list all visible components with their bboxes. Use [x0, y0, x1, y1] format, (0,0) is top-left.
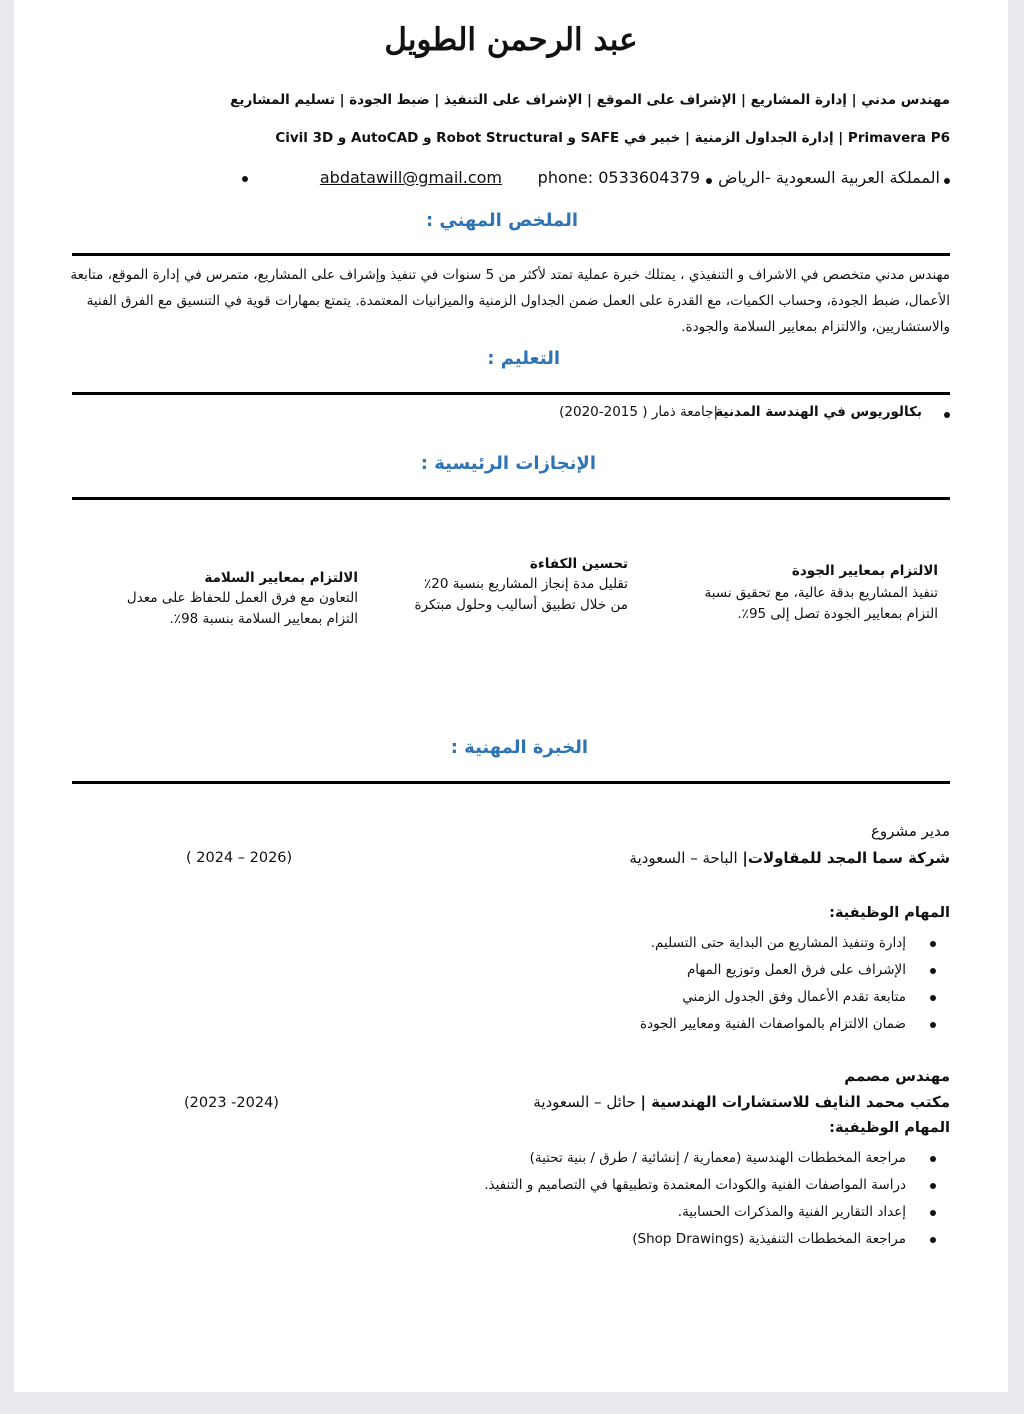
headline-secondary: Primavera P6 | إدارة الجداول الزمنية | خبير في SAFE و Robot Structural و AutoCAD و Civil 3D — [275, 130, 950, 146]
university-text: |جامعة ذمار ( 2015-2020) — [559, 404, 718, 420]
achievements-title: الإنجازات الرئيسية : — [420, 453, 596, 474]
bullet-dot — [930, 1022, 936, 1028]
bullet-dot — [930, 941, 936, 947]
phone-text: phone: 0533604379 — [537, 168, 700, 187]
achievement-text: التعاون مع فرق العمل للحفاظ على معدل التزام بمعايير السلامة بنسبة 98٪. — [126, 590, 358, 627]
summary-title: الملخص المهني : — [425, 210, 578, 231]
achievement-title: الالتزام بمعايير الجودة — [791, 563, 938, 579]
section-divider — [72, 781, 950, 784]
bullet-dot — [930, 1183, 936, 1189]
experience-title: الخبرة المهنية : — [450, 737, 588, 758]
list-item: مراجعة المخططات الهندسية (معمارية / إنشائية / طرق / بنية تحتية) — [242, 1145, 942, 1172]
task-list — [242, 1145, 942, 1253]
job-dates: ( 2024 – 2026) — [186, 850, 293, 866]
list-item: متابعة تقدم الأعمال وفق الجدول الزمني — [242, 984, 942, 1011]
education-entry — [70, 404, 950, 428]
list-item: دراسة المواصفات الفنية والكودات المعتمدة وتطبيقها في التصاميم و التنفيذ. — [242, 1172, 942, 1199]
achievement-text: تقليل مدة إنجاز المشاريع بنسبة 20٪ من خلال تطبيق أساليب وحلول مبتكرة — [414, 576, 628, 613]
job-dates: (2023 -2024) — [184, 1095, 279, 1111]
section-divider — [72, 497, 950, 500]
achievement-text: تنفيذ المشاريع بدقة عالية، مع تحقيق نسبة التزام بمعايير الجودة تصل إلى 95٪. — [704, 585, 938, 622]
bullet-dot — [706, 178, 712, 184]
achievement-title: تحسين الكفاءة — [529, 556, 628, 572]
tasks-title: المهام الوظيفية: — [829, 1120, 950, 1136]
list-item: مراجعة المخططات التنفيذية (Shop Drawings) — [242, 1226, 942, 1253]
job-company: شركة سما المجد للمقاولات| — [742, 849, 950, 867]
bullet-dot — [944, 178, 950, 184]
job-role: مدير مشروع — [870, 822, 950, 840]
achievement-quality — [673, 563, 938, 625]
section-divider — [72, 253, 950, 256]
job-company-line — [629, 849, 950, 867]
resume-page — [14, 0, 1008, 1392]
job-company-line — [533, 1093, 950, 1111]
bullet-dot — [930, 1156, 936, 1162]
achievement-efficiency — [413, 556, 628, 616]
task-list — [242, 930, 942, 1038]
summary-text: مهندس مدني متخصص في الاشراف و التنفيذي ، يمتلك خبرة عملية تمتد لأكثر من 5 سنوات في تنفيذ وإشراف على المشاريع، متمرس في إدارة الموقع، متابعة الأعمال، ضبط الجودة، وحساب الكميات، مع القدرة على العمل ضمن الجداول الزمنية والميزانيات المعتمدة. يتمتع بمهارات قوية في التنسيق مع الفرق الفنية والاستشاريين، والالتزام بمعايير السلامة والجودة. — [70, 267, 950, 335]
education-title: التعليم : — [487, 348, 560, 369]
list-item: الإشراف على فرق العمل وتوزيع المهام — [242, 957, 942, 984]
list-item: إدارة وتنفيذ المشاريع من البداية حتى التسليم. — [242, 930, 942, 957]
bullet-dot — [930, 1237, 936, 1243]
bullet-dot — [242, 176, 248, 182]
job-company: مكتب محمد النايف للاستشارات الهندسية | — [640, 1093, 950, 1111]
tasks-title: المهام الوظيفية: — [829, 905, 950, 921]
bullet-dot — [930, 995, 936, 1001]
contact-line — [70, 168, 950, 192]
job-location: حائل – السعودية — [533, 1093, 641, 1111]
achievement-title: الالتزام بمعايير السلامة — [204, 570, 358, 586]
job-location: الباحة – السعودية — [629, 849, 743, 867]
location-text: المملكة العربية السعودية -الرياض — [718, 168, 940, 187]
bullet-dot — [930, 968, 936, 974]
job-role: مهندس مصمم — [844, 1067, 950, 1085]
bullet-dot — [944, 412, 950, 418]
list-item: ضمان الالتزام بالمواصفات الفنية ومعايير الجودة — [242, 1011, 942, 1038]
achievement-safety — [123, 570, 358, 630]
headline-primary: مهندس مدني | إدارة المشاريع | الإشراف على الموقع | الإشراف على التنفيذ | ضبط الجودة | تسليم المشاريع — [230, 92, 950, 108]
bullet-dot — [930, 1210, 936, 1216]
list-item: إعداد التقارير الفنية والمذكرات الحسابية. — [242, 1199, 942, 1226]
email-link[interactable]: abdatawill@gmail.com — [319, 168, 502, 187]
candidate-name: عبد الرحمن الطويل — [384, 22, 638, 58]
degree-text: بكالوريوس في الهندسة المدنية — [715, 404, 922, 420]
section-divider — [72, 392, 950, 395]
